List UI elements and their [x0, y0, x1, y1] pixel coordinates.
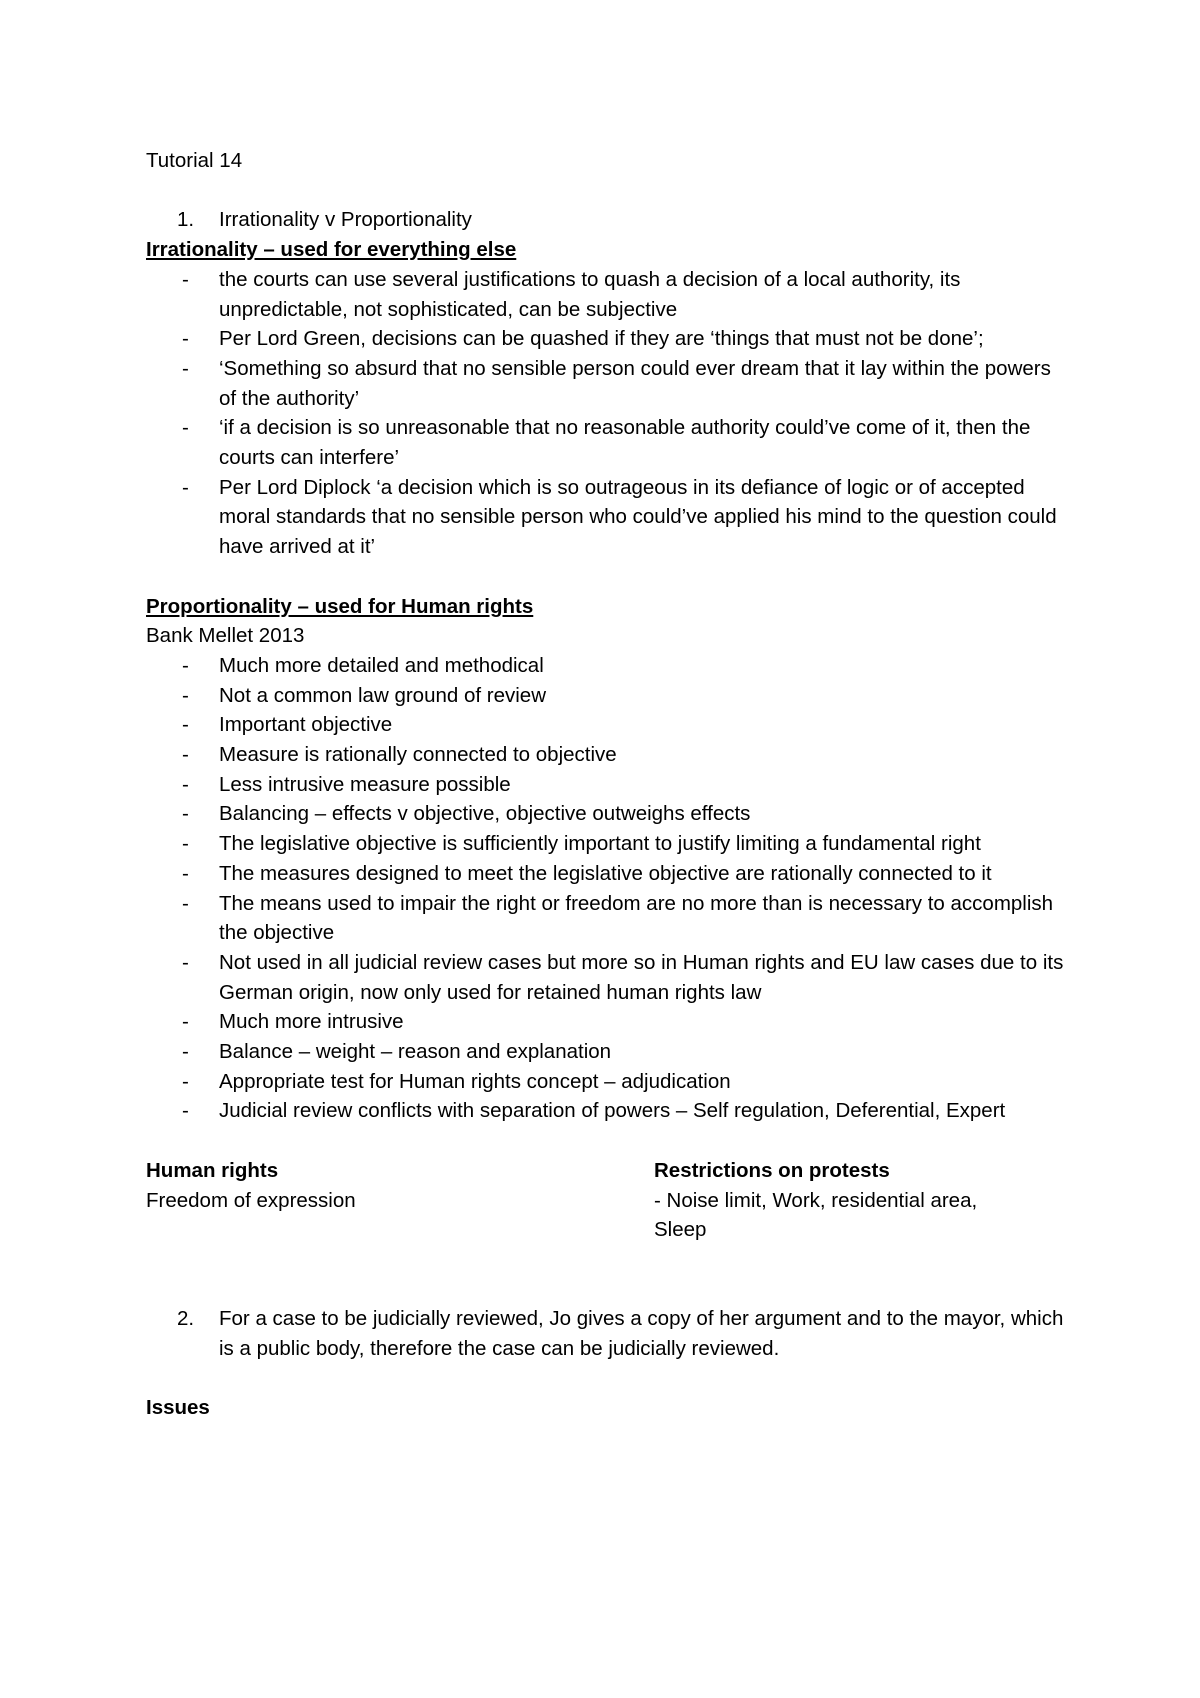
list-item: - Less intrusive measure possible	[182, 772, 511, 796]
question-2-number: 2.	[177, 1307, 195, 1331]
list-item: - Per Lord Green, decisions can be quashed if they are ‘things that must not be done’;	[182, 327, 984, 351]
document-title: Tutorial 14	[146, 149, 243, 172]
issues-heading: Issues	[146, 1396, 210, 1420]
list-item: - Measure is rationally connected to objective	[182, 743, 617, 767]
list-item: - Per Lord Diplock ‘a decision which is so outrageous in its defiance of logic or of accepted moral standards that no sensible person who could’ve applied his mind to the question could have arrived at it’	[182, 475, 1057, 559]
proportionality-list	[146, 651, 1066, 1126]
list-item: - The measures designed to meet the legislative objective are rationally connected to it	[182, 861, 992, 885]
irrationality-heading: Irrationality – used for everything else	[146, 238, 517, 262]
list-item: - Much more intrusive	[182, 1010, 404, 1034]
list-item: - The means used to impair the right or freedom are no more than is necessary to accomplish the objective	[182, 891, 1054, 945]
restrictions-column	[654, 1156, 1034, 1245]
list-item: - Not used in all judicial review cases but more so in Human rights and EU law cases due to its German origin, now only used for retained human rights law	[182, 950, 1064, 1004]
restrictions-text: - Noise limit, Work, residential area, Sleep	[654, 1188, 978, 1242]
question-1	[146, 205, 1066, 235]
question-2	[146, 1304, 1066, 1363]
list-item: - Judicial review conflicts with separation of powers – Self regulation, Deferential, Expert	[182, 1099, 1006, 1123]
list-item: - Balancing – effects v objective, objective outweighs effects	[182, 802, 751, 826]
list-item: - Not a common law ground of review	[182, 683, 547, 707]
question-1-number: 1.	[177, 208, 195, 232]
list-item: - ‘Something so absurd that no sensible person could ever dream that it lay within the powers of the authority’	[182, 356, 1051, 410]
proportionality-heading: Proportionality – used for Human rights	[146, 594, 534, 618]
list-item: - the courts can use several justifications to quash a decision of a local authority, its unpredictable, not sophisticated, can be subjective	[182, 267, 961, 321]
question-2-text: For a case to be judicially reviewed, Jo gives a copy of her argument and to the mayor, which is a public body, therefore the case can be judicially reviewed.	[219, 1307, 1064, 1361]
rights-restrictions-table	[146, 1156, 1066, 1245]
restrictions-heading: Restrictions on protests	[654, 1158, 890, 1182]
case-name: Bank Mellet 2013	[146, 624, 305, 648]
list-item: - Balance – weight – reason and explanation	[182, 1040, 612, 1064]
list-item: - Much more detailed and methodical	[182, 653, 544, 677]
human-rights-column	[146, 1156, 654, 1245]
irrationality-list	[146, 265, 1066, 562]
list-item: - The legislative objective is sufficiently important to justify limiting a fundamental right	[182, 832, 981, 856]
list-item: - Important objective	[182, 713, 393, 737]
human-rights-text: Freedom of expression	[146, 1188, 356, 1212]
human-rights-heading: Human rights	[146, 1158, 279, 1182]
list-item: - Appropriate test for Human rights concept – adjudication	[182, 1069, 731, 1093]
document-content	[146, 146, 1066, 1423]
question-1-text: Irrationality v Proportionality	[219, 208, 472, 232]
list-item: - ‘if a decision is so unreasonable that no reasonable authority could’ve come of it, then the courts can interfere’	[182, 416, 1031, 470]
